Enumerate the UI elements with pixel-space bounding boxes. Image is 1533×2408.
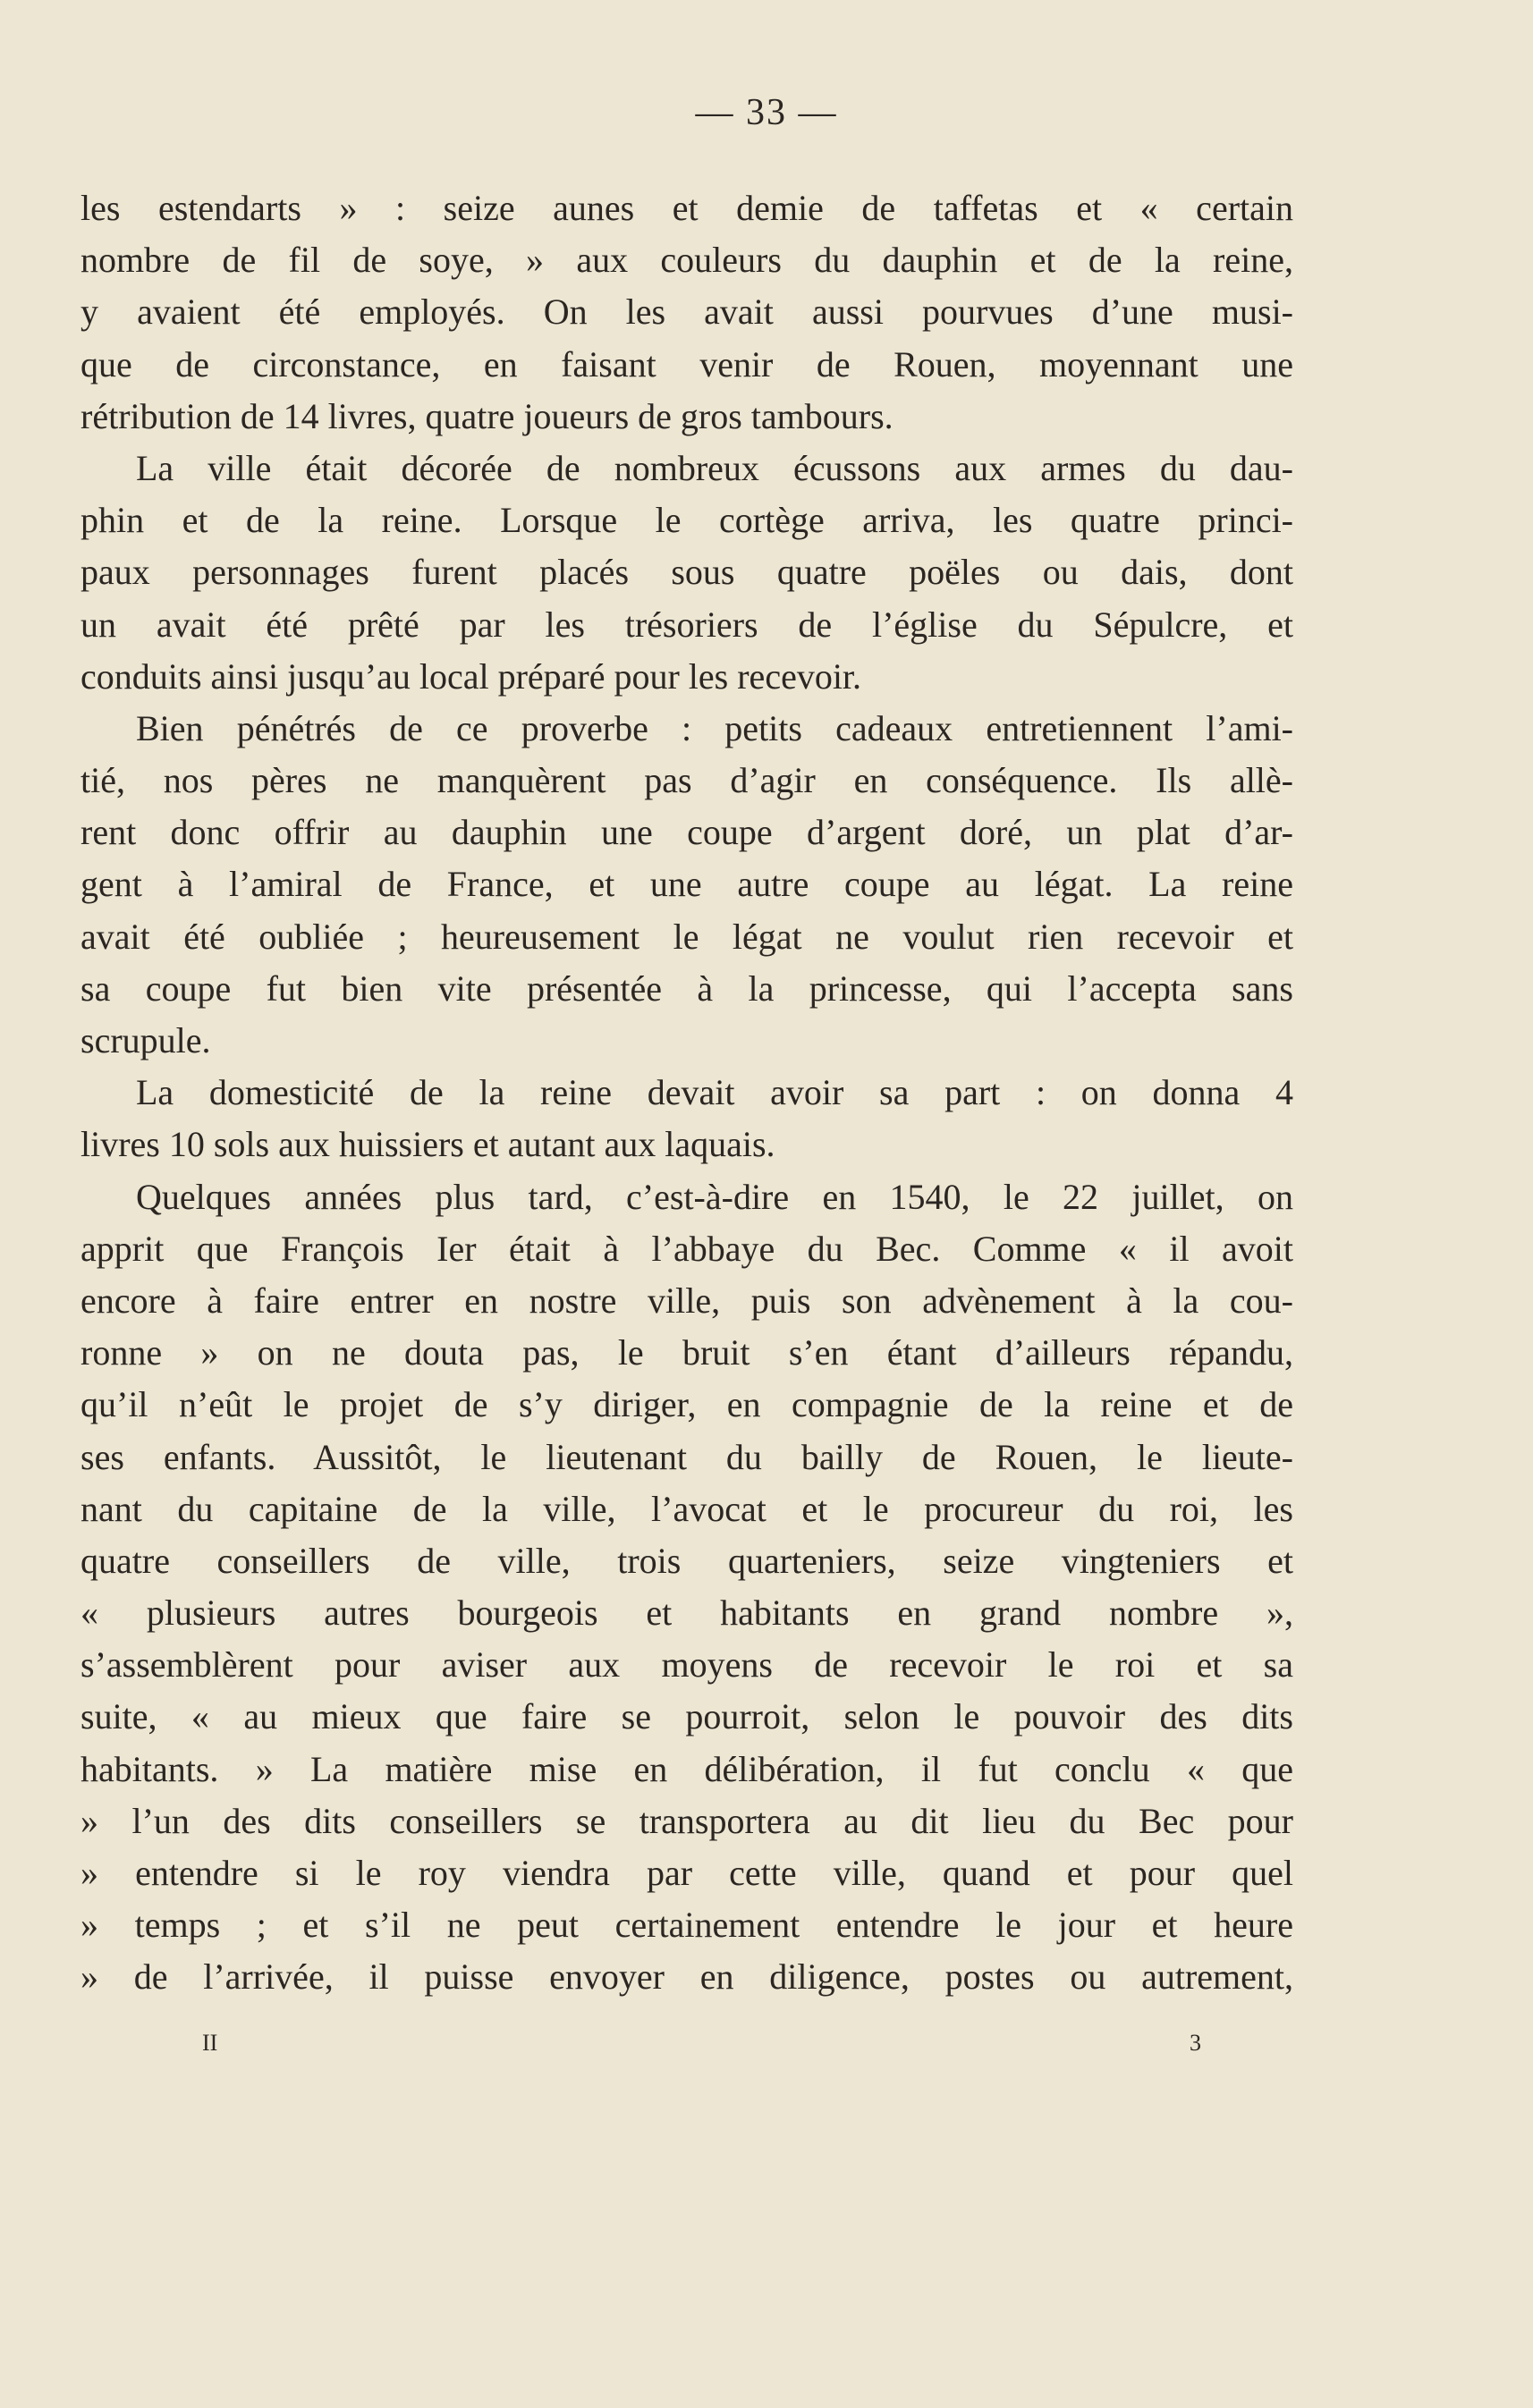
text-line: La ville était décorée de nombreux écussons aux armes du dau- — [136, 447, 1293, 488]
text-line: les estendarts » : seize aunes et demie de taffetas et « certain — [80, 188, 1293, 228]
text-line: scrupule. — [80, 1020, 211, 1060]
text-line: phin et de la reine. Lorsque le cortège arriva, les quatre princi- — [80, 500, 1293, 541]
text-line: un avait été prêté par les trésoriers de l’église du Sépulcre, et — [80, 604, 1293, 645]
text-line: » entendre si le roy viendra par cette ville, quand et pour quel — [80, 1853, 1293, 1893]
text-line: quatre conseillers de ville, trois quarteniers, seize vingteniers et — [80, 1540, 1293, 1581]
text-line: ses enfants. Aussitôt, le lieutenant du bailly de Rouen, le lieute- — [80, 1436, 1293, 1477]
text-line: s’assemblèrent pour aviser aux moyens de recevoir le roi et sa — [80, 1644, 1293, 1686]
text-line: » temps ; et s’il ne peut certainement entendre le jour et heure — [80, 1905, 1293, 1946]
text-line: rent donc offrir au dauphin une coupe d’argent doré, un plat d’ar- — [80, 812, 1293, 853]
text-line: ronne » on ne douta pas, le bruit s’en étant d’ailleurs répandu, — [80, 1332, 1293, 1373]
text-line: habitants. » La matière mise en délibération, il fut conclu « que — [80, 1748, 1293, 1789]
text-line: avait été oubliée ; heureusement le légat ne voulut rien recevoir et — [80, 916, 1293, 957]
text-line: » l’un des dits conseillers se transportera au dit lieu du Bec pour — [80, 1800, 1293, 1841]
text-line: Bien pénétrés de ce proverbe : petits cadeaux entretiennent l’ami- — [136, 707, 1293, 748]
text-line: apprit que François Ier était à l’abbaye du Bec. Comme « il avoit — [80, 1228, 1293, 1269]
text-line: livres 10 sols aux huissiers et autant aux laquais. — [80, 1124, 775, 1165]
text-line: suite, « au mieux que faire se pourroit, selon le pouvoir des dits — [80, 1696, 1293, 1737]
page-footer — [0, 2030, 1533, 2066]
text-line: que de circonstance, en faisant venir de Rouen, moyennant une — [80, 343, 1293, 384]
text-line: » de l’arrivée, il puisse envoyer en diligence, postes ou autrement, — [80, 1956, 1293, 1998]
text-line: « plusieurs autres bourgeois et habitants en grand nombre », — [80, 1593, 1293, 1634]
text-line: nant du capitaine de la ville, l’avocat et le procureur du roi, les — [80, 1488, 1293, 1529]
text-line: paux personnages furent placés sous quatre poëles ou dais, dont — [80, 552, 1293, 593]
signature-mark-right: 3 — [1190, 2030, 1201, 2056]
text-line: gent à l’amiral de France, et une autre coupe au légat. La reine — [80, 864, 1293, 905]
text-line: y avaient été employés. On les avait aussi pourvues d’une musi- — [80, 291, 1293, 333]
text-line: sa coupe fut bien vite présentée à la princesse, qui l’accepta sans — [80, 967, 1293, 1009]
text-line: nombre de fil de soye, » aux couleurs du dauphin et de la reine, — [80, 240, 1293, 281]
signature-mark-left: II — [202, 2030, 218, 2056]
text-line: tié, nos pères ne manquèrent pas d’agir en conséquence. Ils allè- — [80, 760, 1293, 801]
text-line: La domesticité de la reine devait avoir sa part : on donna 4 — [136, 1072, 1293, 1113]
text-line: conduits ainsi jusqu’au local préparé pour les recevoir. — [80, 655, 862, 697]
body-text — [80, 182, 1293, 2004]
page-number: — 33 — — [695, 92, 838, 133]
text-line: rétribution de 14 livres, quatre joueurs de gros tambours. — [80, 395, 894, 436]
text-line: qu’il n’eût le projet de s’y diriger, en compagnie de la reine et de — [80, 1384, 1293, 1425]
text-line: encore à faire entrer en nostre ville, puis son advènement à la cou- — [80, 1280, 1293, 1321]
text-line: Quelques années plus tard, c’est-à-dire en 1540, le 22 juillet, on — [136, 1176, 1293, 1217]
